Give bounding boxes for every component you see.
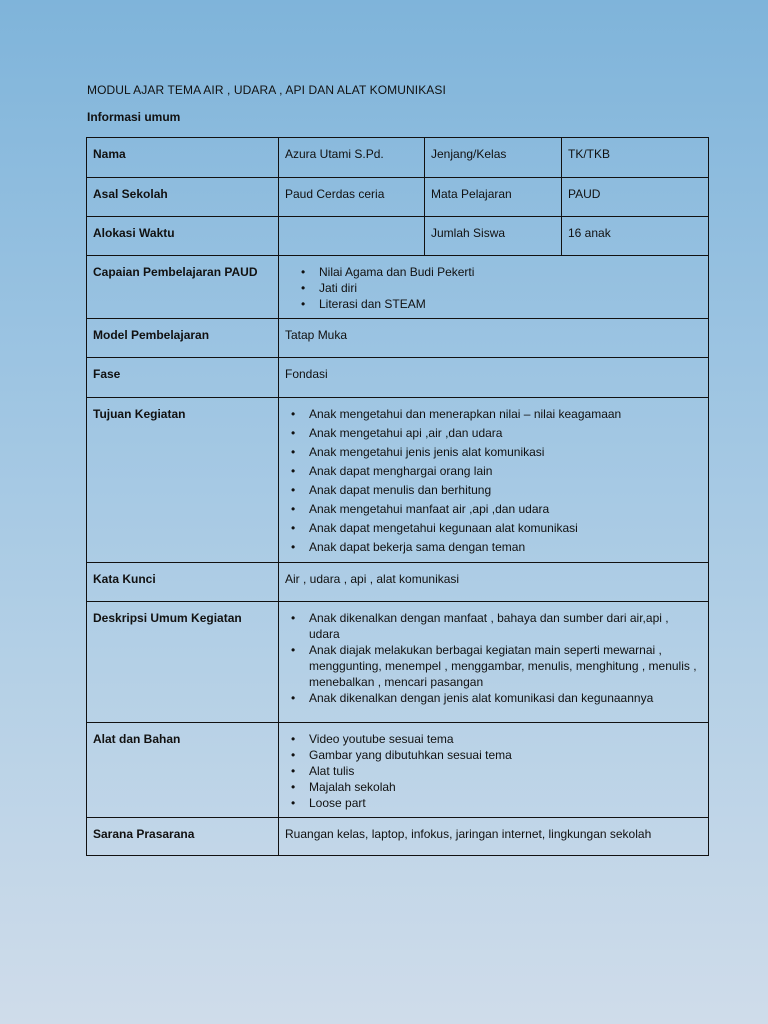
alat-bahan-label: Alat dan Bahan [87,723,279,818]
alat-bahan-value [279,723,709,818]
table-row [87,398,709,563]
jumlah-siswa-label: Jumlah Siswa [425,217,562,256]
alokasi-waktu-label: Alokasi Waktu [87,217,279,256]
table-row [87,256,709,319]
nama-value: Azura Utami S.Pd. [279,138,425,178]
list-item: • Anak dapat bekerja sama dengan teman [309,539,702,555]
capaian-label: Capaian Pembelajaran PAUD [87,256,279,319]
model-value: Tatap Muka [279,319,709,358]
deskripsi-value [279,602,709,723]
list-item: • Anak mengetahui dan menerapkan nilai – nilai keagamaan [309,406,702,422]
table-row [87,319,709,358]
deskripsi-label: Deskripsi Umum Kegiatan [87,602,279,723]
list-item: • Anak dikenalkan dengan manfaat , bahaya dan sumber dari air,api , udara [309,610,702,642]
kata-kunci-label: Kata Kunci [87,563,279,602]
list-item: • Anak mengetahui manfaat air ,api ,dan udara [309,501,702,517]
jenjang-label: Jenjang/Kelas [425,138,562,178]
sarana-value: Ruangan kelas, laptop, infokus, jaringan internet, lingkungan sekolah [279,818,709,856]
list-item: • Nilai Agama dan Budi Pekerti [319,264,702,280]
model-label: Model Pembelajaran [87,319,279,358]
asal-sekolah-value: Paud Cerdas ceria [279,178,425,217]
tujuan-list [285,406,702,555]
list-item: • Jati diri [319,280,702,296]
list-item: • Alat tulis [309,763,702,779]
mata-pelajaran-label: Mata Pelajaran [425,178,562,217]
capaian-value [279,256,709,319]
alat-bahan-list [285,731,702,811]
tujuan-label: Tujuan Kegiatan [87,398,279,563]
kata-kunci-value: Air , udara , api , alat komunikasi [279,563,709,602]
list-item: • Anak dikenalkan dengan jenis alat komunikasi dan kegunaannya [309,690,702,706]
document-title: MODUL AJAR TEMA AIR , UDARA , API DAN ALAT KOMUNIKASI [87,83,446,97]
table-row [87,818,709,856]
table-row [87,138,709,178]
table-row [87,602,709,723]
alokasi-waktu-value [279,217,425,256]
tujuan-value [279,398,709,563]
list-item: • Majalah sekolah [309,779,702,795]
table-row [87,563,709,602]
mata-pelajaran-value: PAUD [562,178,709,217]
jumlah-siswa-value: 16 anak [562,217,709,256]
table-row [87,178,709,217]
nama-label: Nama [87,138,279,178]
list-item: • Anak diajak melakukan berbagai kegiatan main seperti mewarnai , menggunting, menempel , menggambar, menulis, menghitung , menulis , menebalkan , mencari pasangan [309,642,702,690]
list-item: • Gambar yang dibutuhkan sesuai tema [309,747,702,763]
info-table [86,137,709,856]
list-item: • Loose part [309,795,702,811]
fase-value: Fondasi [279,358,709,398]
list-item: • Anak mengetahui api ,air ,dan udara [309,425,702,441]
capaian-list [285,264,702,312]
table-row [87,358,709,398]
table-row [87,723,709,818]
deskripsi-list [285,610,702,706]
list-item: • Anak dapat mengetahui kegunaan alat komunikasi [309,520,702,536]
list-item: • Anak mengetahui jenis jenis alat komunikasi [309,444,702,460]
fase-label: Fase [87,358,279,398]
section-heading: Informasi umum [87,110,181,124]
list-item: • Anak dapat menghargai orang lain [309,463,702,479]
list-item: • Anak dapat menulis dan berhitung [309,482,702,498]
jenjang-value: TK/TKB [562,138,709,178]
list-item: • Video youtube sesuai tema [309,731,702,747]
asal-sekolah-label: Asal Sekolah [87,178,279,217]
table-row [87,217,709,256]
list-item: • Literasi dan STEAM [319,296,702,312]
sarana-label: Sarana Prasarana [87,818,279,856]
